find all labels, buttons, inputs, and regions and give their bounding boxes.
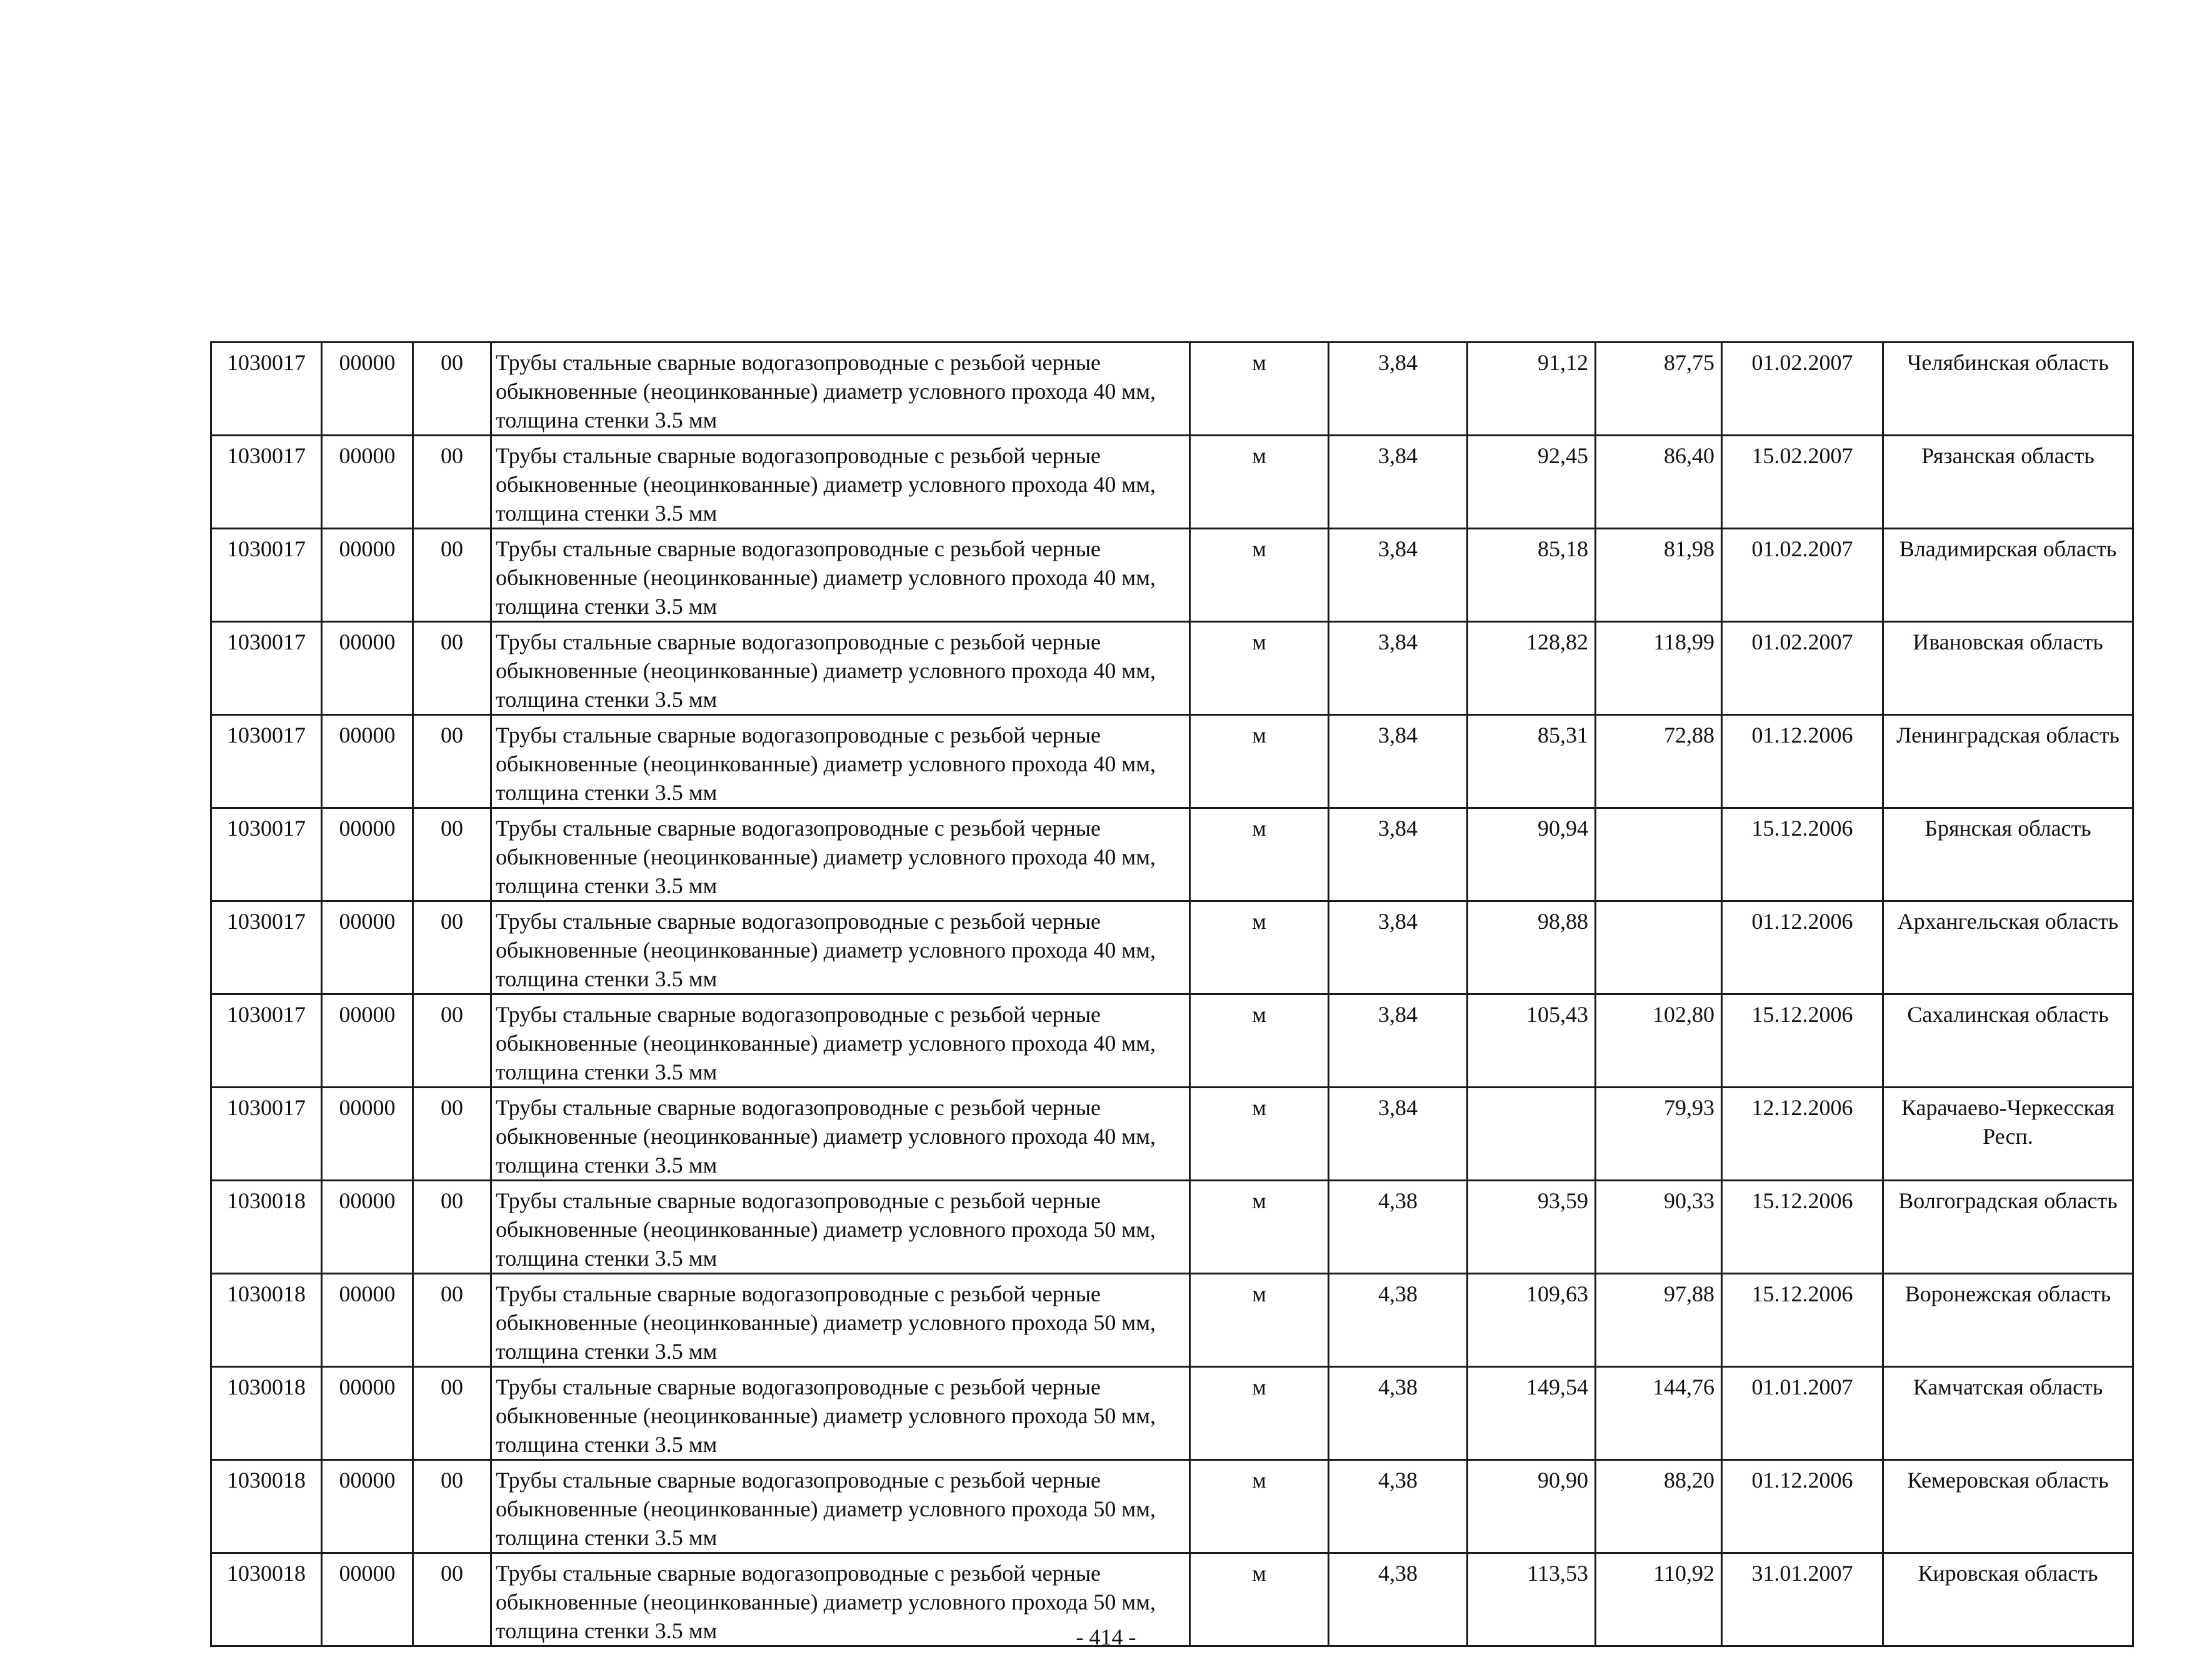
ext-code-cell: 00 (413, 529, 491, 622)
ext-code-cell: 00 (413, 622, 491, 715)
table-row (211, 715, 2133, 808)
date-cell: 15.12.2006 (1722, 808, 1883, 901)
date-cell: 15.12.2006 (1722, 1181, 1883, 1274)
quantity-cell: 4,38 (1329, 1553, 1468, 1646)
item-code-cell: 1030017 (211, 715, 322, 808)
unit-cell: м (1190, 901, 1329, 994)
ext-code-cell: 00 (413, 1367, 491, 1460)
date-cell: 31.01.2007 (1722, 1553, 1883, 1646)
quantity-cell: 3,84 (1329, 1088, 1468, 1181)
ext-code-cell: 00 (413, 436, 491, 529)
date-cell: 01.12.2006 (1722, 715, 1883, 808)
quantity-cell: 3,84 (1329, 994, 1468, 1088)
table-row (211, 1460, 2133, 1553)
region-cell: Ленинградская область (1883, 715, 2133, 808)
item-code-cell: 1030017 (211, 622, 322, 715)
quantity-cell: 4,38 (1329, 1274, 1468, 1367)
unit-cell: м (1190, 343, 1329, 436)
sub-code-cell: 00000 (322, 436, 413, 529)
sub-code-cell: 00000 (322, 343, 413, 436)
description-cell: Трубы стальные сварные водогазопроводные с резьбой черные обыкновенные (неоцинкованные) диаметр условного прохода 40 мм, толщина стенки 3.5 мм (491, 901, 1190, 994)
date-cell: 01.01.2007 (1722, 1367, 1883, 1460)
description-cell: Трубы стальные сварные водогазопроводные с резьбой черные обыкновенные (неоцинкованные) диаметр условного прохода 50 мм, толщина стенки 3.5 мм (491, 1181, 1190, 1274)
sub-code-cell: 00000 (322, 1367, 413, 1460)
sub-code-cell: 00000 (322, 1460, 413, 1553)
region-cell: Карачаево-Черкесская Респ. (1883, 1088, 2133, 1181)
price-1-cell: 105,43 (1468, 994, 1596, 1088)
quantity-cell: 3,84 (1329, 343, 1468, 436)
price-2-cell: 72,88 (1596, 715, 1722, 808)
quantity-cell: 4,38 (1329, 1367, 1468, 1460)
unit-cell: м (1190, 1274, 1329, 1367)
region-cell: Ивановская область (1883, 622, 2133, 715)
price-1-cell: 85,18 (1468, 529, 1596, 622)
table-row (211, 808, 2133, 901)
date-cell: 01.02.2007 (1722, 529, 1883, 622)
quantity-cell: 3,84 (1329, 529, 1468, 622)
sub-code-cell: 00000 (322, 715, 413, 808)
item-code-cell: 1030018 (211, 1367, 322, 1460)
ext-code-cell: 00 (413, 901, 491, 994)
page-number: - 414 - (1076, 1624, 1136, 1649)
sub-code-cell: 00000 (322, 1274, 413, 1367)
sub-code-cell: 00000 (322, 529, 413, 622)
quantity-cell: 4,38 (1329, 1460, 1468, 1553)
ext-code-cell: 00 (413, 1088, 491, 1181)
region-cell: Камчатская область (1883, 1367, 2133, 1460)
price-2-cell: 110,92 (1596, 1553, 1722, 1646)
quantity-cell: 4,38 (1329, 1181, 1468, 1274)
item-code-cell: 1030017 (211, 529, 322, 622)
price-1-cell: 85,31 (1468, 715, 1596, 808)
sub-code-cell: 00000 (322, 808, 413, 901)
table-body (211, 343, 2133, 1646)
quantity-cell: 3,84 (1329, 622, 1468, 715)
unit-cell: м (1190, 529, 1329, 622)
date-cell: 15.02.2007 (1722, 436, 1883, 529)
price-1-cell: 90,90 (1468, 1460, 1596, 1553)
date-cell: 01.02.2007 (1722, 343, 1883, 436)
sub-code-cell: 00000 (322, 622, 413, 715)
description-cell: Трубы стальные сварные водогазопроводные с резьбой черные обыкновенные (неоцинкованные) диаметр условного прохода 40 мм, толщина стенки 3.5 мм (491, 1088, 1190, 1181)
table-row (211, 1088, 2133, 1181)
ext-code-cell: 00 (413, 808, 491, 901)
region-cell: Кемеровская область (1883, 1460, 2133, 1553)
price-2-cell: 118,99 (1596, 622, 1722, 715)
price-table (210, 341, 2134, 1647)
item-code-cell: 1030017 (211, 436, 322, 529)
unit-cell: м (1190, 994, 1329, 1088)
price-1-cell: 128,82 (1468, 622, 1596, 715)
description-cell: Трубы стальные сварные водогазопроводные с резьбой черные обыкновенные (неоцинкованные) диаметр условного прохода 50 мм, толщина стенки 3.5 мм (491, 1274, 1190, 1367)
price-2-cell: 86,40 (1596, 436, 1722, 529)
description-cell: Трубы стальные сварные водогазопроводные с резьбой черные обыкновенные (неоцинкованные) диаметр условного прохода 40 мм, толщина стенки 3.5 мм (491, 529, 1190, 622)
price-2-cell (1596, 808, 1722, 901)
region-cell: Челябинская область (1883, 343, 2133, 436)
price-1-cell (1468, 1088, 1596, 1181)
description-cell: Трубы стальные сварные водогазопроводные с резьбой черные обыкновенные (неоцинкованные) диаметр условного прохода 40 мм, толщина стенки 3.5 мм (491, 622, 1190, 715)
table-row (211, 1181, 2133, 1274)
table-row (211, 1367, 2133, 1460)
table-row (211, 622, 2133, 715)
description-cell: Трубы стальные сварные водогазопроводные с резьбой черные обыкновенные (неоцинкованные) диаметр условного прохода 40 мм, толщина стенки 3.5 мм (491, 343, 1190, 436)
item-code-cell: 1030017 (211, 901, 322, 994)
price-2-cell: 87,75 (1596, 343, 1722, 436)
region-cell: Сахалинская область (1883, 994, 2133, 1088)
region-cell: Кировская область (1883, 1553, 2133, 1646)
sub-code-cell: 00000 (322, 1088, 413, 1181)
table-row (211, 901, 2133, 994)
price-2-cell: 81,98 (1596, 529, 1722, 622)
price-1-cell: 91,12 (1468, 343, 1596, 436)
table-row (211, 343, 2133, 436)
table-row (211, 1274, 2133, 1367)
price-2-cell (1596, 901, 1722, 994)
price-2-cell: 144,76 (1596, 1367, 1722, 1460)
sub-code-cell: 00000 (322, 1181, 413, 1274)
price-2-cell: 97,88 (1596, 1274, 1722, 1367)
sub-code-cell: 00000 (322, 994, 413, 1088)
date-cell: 01.12.2006 (1722, 901, 1883, 994)
price-2-cell: 88,20 (1596, 1460, 1722, 1553)
item-code-cell: 1030018 (211, 1553, 322, 1646)
item-code-cell: 1030017 (211, 343, 322, 436)
quantity-cell: 3,84 (1329, 436, 1468, 529)
price-1-cell: 98,88 (1468, 901, 1596, 994)
region-cell: Брянская область (1883, 808, 2133, 901)
ext-code-cell: 00 (413, 1460, 491, 1553)
unit-cell: м (1190, 1367, 1329, 1460)
unit-cell: м (1190, 1181, 1329, 1274)
sub-code-cell: 00000 (322, 901, 413, 994)
description-cell: Трубы стальные сварные водогазопроводные с резьбой черные обыкновенные (неоцинкованные) диаметр условного прохода 50 мм, толщина стенки 3.5 мм (491, 1553, 1190, 1646)
table-row (211, 436, 2133, 529)
quantity-cell: 3,84 (1329, 808, 1468, 901)
quantity-cell: 3,84 (1329, 901, 1468, 994)
description-cell: Трубы стальные сварные водогазопроводные с резьбой черные обыкновенные (неоцинкованные) диаметр условного прохода 40 мм, толщина стенки 3.5 мм (491, 436, 1190, 529)
price-2-cell: 79,93 (1596, 1088, 1722, 1181)
ext-code-cell: 00 (413, 994, 491, 1088)
price-1-cell: 109,63 (1468, 1274, 1596, 1367)
date-cell: 01.12.2006 (1722, 1460, 1883, 1553)
item-code-cell: 1030018 (211, 1460, 322, 1553)
unit-cell: м (1190, 622, 1329, 715)
ext-code-cell: 00 (413, 1274, 491, 1367)
region-cell: Рязанская область (1883, 436, 2133, 529)
description-cell: Трубы стальные сварные водогазопроводные с резьбой черные обыкновенные (неоцинкованные) диаметр условного прохода 50 мм, толщина стенки 3.5 мм (491, 1367, 1190, 1460)
region-cell: Архангельская область (1883, 901, 2133, 994)
item-code-cell: 1030017 (211, 994, 322, 1088)
price-2-cell: 90,33 (1596, 1181, 1722, 1274)
item-code-cell: 1030017 (211, 1088, 322, 1181)
date-cell: 15.12.2006 (1722, 994, 1883, 1088)
description-cell: Трубы стальные сварные водогазопроводные с резьбой черные обыкновенные (неоцинкованные) диаметр условного прохода 50 мм, толщина стенки 3.5 мм (491, 1460, 1190, 1553)
table-row (211, 529, 2133, 622)
price-1-cell: 149,54 (1468, 1367, 1596, 1460)
ext-code-cell: 00 (413, 1553, 491, 1646)
region-cell: Владимирская область (1883, 529, 2133, 622)
date-cell: 01.02.2007 (1722, 622, 1883, 715)
unit-cell: м (1190, 1088, 1329, 1181)
quantity-cell: 3,84 (1329, 715, 1468, 808)
unit-cell: м (1190, 436, 1329, 529)
price-1-cell: 90,94 (1468, 808, 1596, 901)
ext-code-cell: 00 (413, 715, 491, 808)
unit-cell: м (1190, 1553, 1329, 1646)
description-cell: Трубы стальные сварные водогазопроводные с резьбой черные обыкновенные (неоцинкованные) диаметр условного прохода 40 мм, толщина стенки 3.5 мм (491, 994, 1190, 1088)
table-row (211, 994, 2133, 1088)
ext-code-cell: 00 (413, 1181, 491, 1274)
unit-cell: м (1190, 1460, 1329, 1553)
unit-cell: м (1190, 715, 1329, 808)
sub-code-cell: 00000 (322, 1553, 413, 1646)
ext-code-cell: 00 (413, 343, 491, 436)
date-cell: 12.12.2006 (1722, 1088, 1883, 1181)
price-1-cell: 113,53 (1468, 1553, 1596, 1646)
item-code-cell: 1030018 (211, 1181, 322, 1274)
description-cell: Трубы стальные сварные водогазопроводные с резьбой черные обыкновенные (неоцинкованные) диаметр условного прохода 40 мм, толщина стенки 3.5 мм (491, 715, 1190, 808)
region-cell: Волгоградская область (1883, 1181, 2133, 1274)
region-cell: Воронежская область (1883, 1274, 2133, 1367)
price-1-cell: 93,59 (1468, 1181, 1596, 1274)
item-code-cell: 1030017 (211, 808, 322, 901)
date-cell: 15.12.2006 (1722, 1274, 1883, 1367)
price-1-cell: 92,45 (1468, 436, 1596, 529)
price-2-cell: 102,80 (1596, 994, 1722, 1088)
description-cell: Трубы стальные сварные водогазопроводные с резьбой черные обыкновенные (неоцинкованные) диаметр условного прохода 40 мм, толщина стенки 3.5 мм (491, 808, 1190, 901)
unit-cell: м (1190, 808, 1329, 901)
item-code-cell: 1030018 (211, 1274, 322, 1367)
